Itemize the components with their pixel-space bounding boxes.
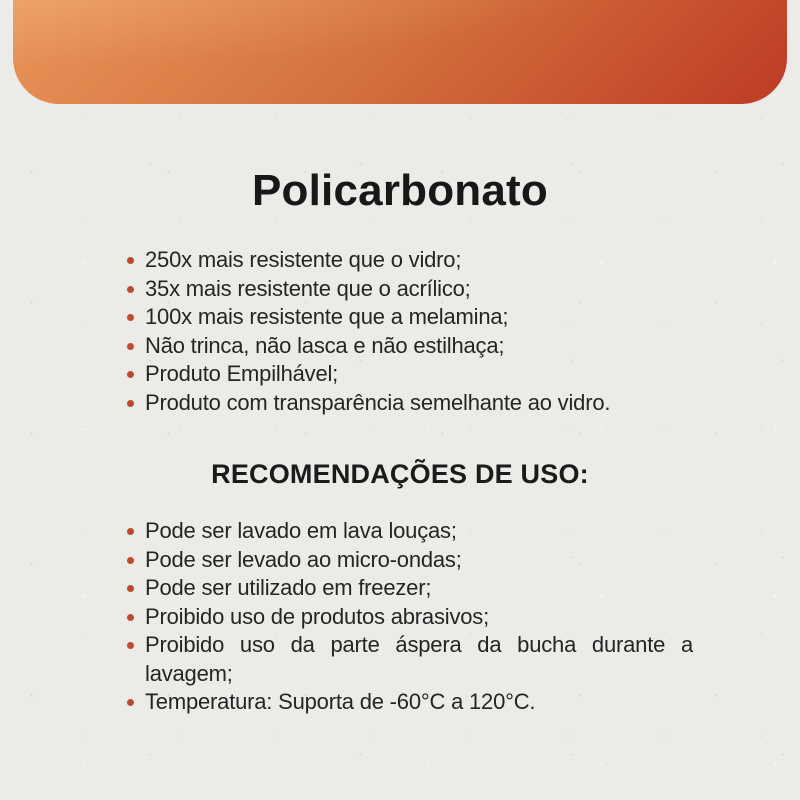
bullet-icon xyxy=(127,557,134,564)
feature-item xyxy=(127,360,693,389)
bullet-icon xyxy=(127,614,134,621)
features-list xyxy=(127,246,693,417)
recommendations-heading: RECOMENDAÇÕES DE USO: xyxy=(211,459,589,490)
recommendation-item xyxy=(127,631,693,688)
bullet-icon xyxy=(127,343,134,350)
bullet-icon xyxy=(127,257,134,264)
bullet-icon xyxy=(127,400,134,407)
bullet-icon xyxy=(127,585,134,592)
bullet-icon xyxy=(127,528,134,535)
bullet-icon xyxy=(127,699,134,706)
bullet-icon xyxy=(127,371,134,378)
recommendation-text: Proibido uso da parte áspera da bucha durante a lavagem; xyxy=(145,632,693,686)
feature-text: Produto Empilhável; xyxy=(145,361,339,387)
recommendation-item xyxy=(127,546,693,575)
feature-text: 35x mais resistente que o acrílico; xyxy=(145,275,471,301)
recommendation-item xyxy=(127,517,693,546)
feature-text: 250x mais resistente que o vidro; xyxy=(145,247,462,273)
recommendation-text: Pode ser utilizado em freezer; xyxy=(145,575,432,601)
recommendation-item xyxy=(127,574,693,603)
page-title: Policarbonato xyxy=(252,166,548,215)
recommendation-text: Proibido uso de produtos abrasivos; xyxy=(145,603,489,629)
recommendation-text: Pode ser lavado em lava louças; xyxy=(145,518,457,544)
recommendation-text: Temperatura: Suporta de -60°C a 120°C. xyxy=(145,689,536,715)
feature-item xyxy=(127,246,693,275)
feature-text: Produto com transparência semelhante ao vidro. xyxy=(145,389,611,415)
feature-item xyxy=(127,303,693,332)
bullet-icon xyxy=(127,314,134,321)
recommendation-text: Pode ser levado ao micro-ondas; xyxy=(145,546,462,572)
content xyxy=(0,167,800,717)
feature-item xyxy=(127,389,693,418)
feature-text: Não trinca, não lasca e não estilhaça; xyxy=(145,332,505,358)
feature-text: 100x mais resistente que a melamina; xyxy=(145,304,509,330)
recommendation-item xyxy=(127,603,693,632)
header-banner xyxy=(13,0,787,104)
recommendations-list xyxy=(127,517,693,717)
bullet-icon xyxy=(127,286,134,293)
bullet-icon xyxy=(127,642,134,649)
feature-item xyxy=(127,275,693,304)
recommendation-item xyxy=(127,688,693,717)
feature-item xyxy=(127,332,693,361)
